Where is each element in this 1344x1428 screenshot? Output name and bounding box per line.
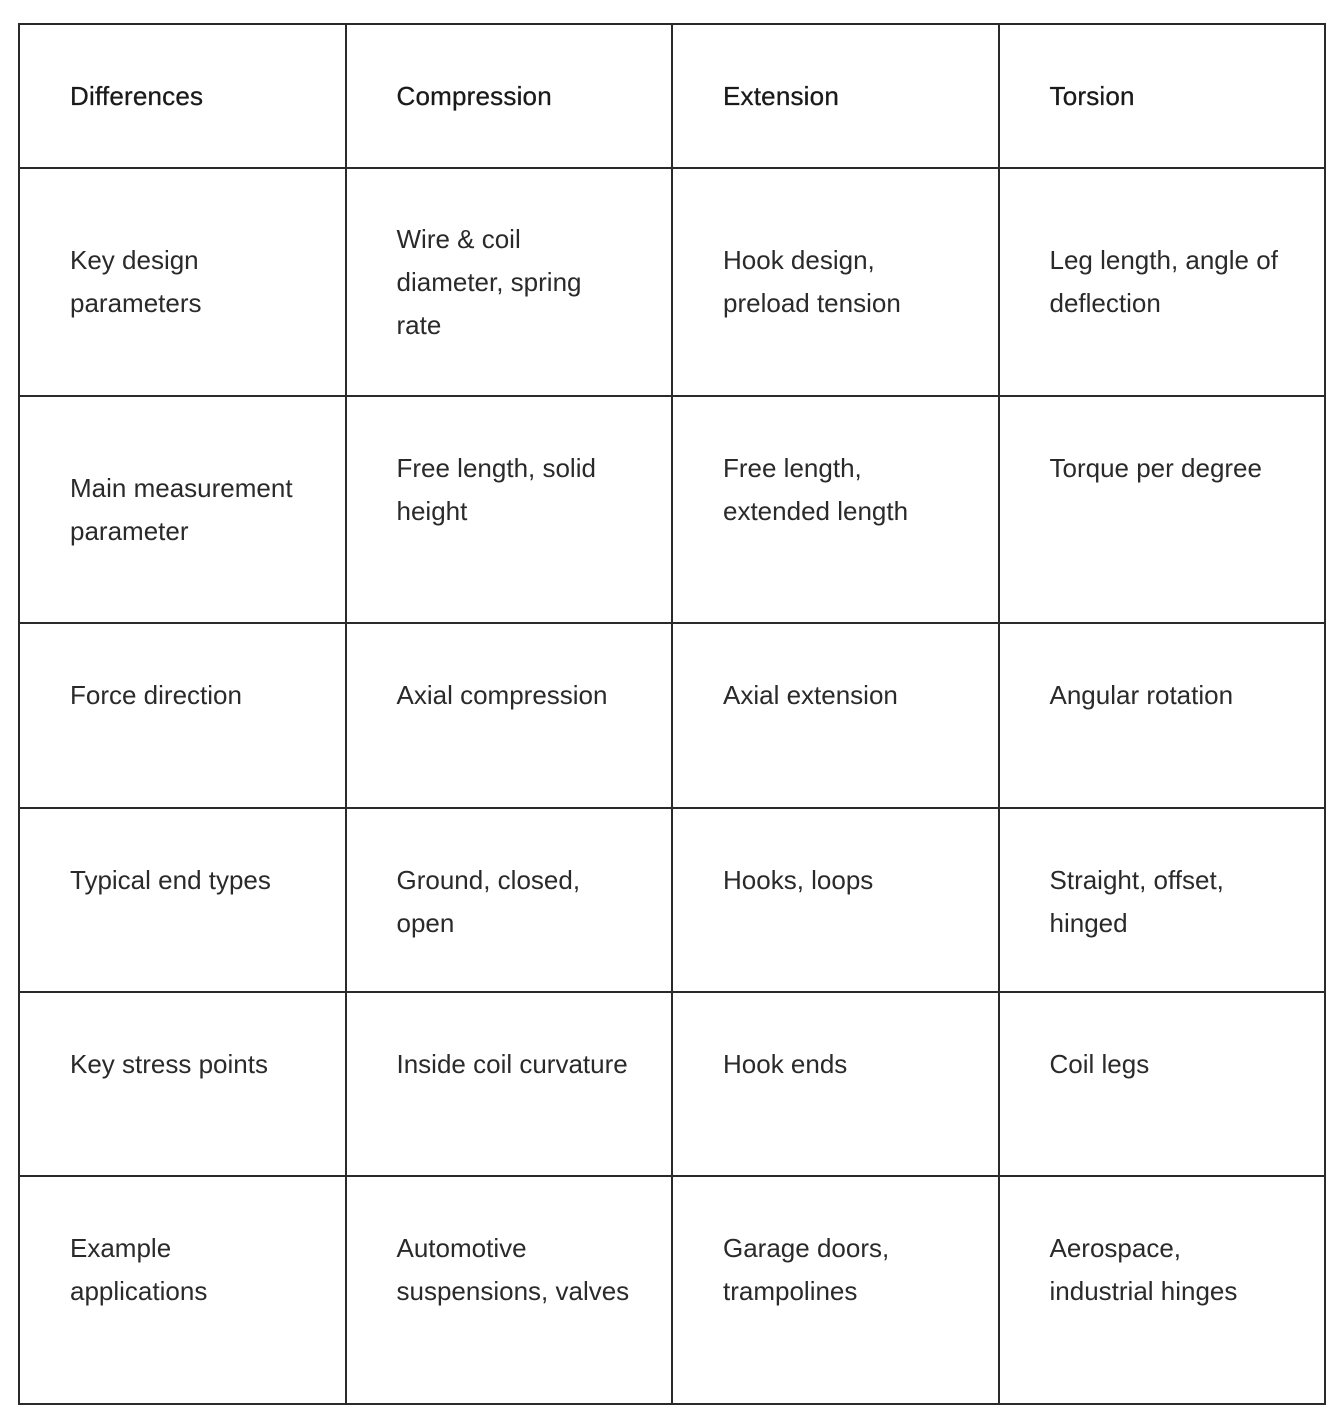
torsion-cell: Straight, offset, hinged bbox=[999, 808, 1326, 992]
extension-cell: Axial extension bbox=[672, 623, 999, 808]
extension-cell: Hook ends bbox=[672, 992, 999, 1176]
extension-cell: Free length, extended length bbox=[672, 396, 999, 623]
table-row bbox=[19, 623, 1325, 808]
torsion-cell: Aerospace, industrial hinges bbox=[999, 1176, 1326, 1404]
table-row bbox=[19, 1176, 1325, 1404]
torsion-cell: Torque per degree bbox=[999, 396, 1326, 623]
table-row bbox=[19, 808, 1325, 992]
compression-cell: Wire & coil diameter, spring rate bbox=[346, 168, 673, 396]
table-row bbox=[19, 992, 1325, 1176]
row-label-cell: Main measurement parameter bbox=[19, 396, 346, 623]
table-row bbox=[19, 168, 1325, 396]
row-label-cell: Typical end types bbox=[19, 808, 346, 992]
column-header-compression: Compression bbox=[346, 24, 673, 168]
row-label-cell: Key stress points bbox=[19, 992, 346, 1176]
compression-cell: Free length, solid height bbox=[346, 396, 673, 623]
compression-cell: Ground, closed, open bbox=[346, 808, 673, 992]
row-label-cell: Key design parameters bbox=[19, 168, 346, 396]
spring-comparison-table bbox=[18, 23, 1326, 1405]
torsion-cell: Coil legs bbox=[999, 992, 1326, 1176]
torsion-cell: Leg length, angle of deflection bbox=[999, 168, 1326, 396]
column-header-torsion: Torsion bbox=[999, 24, 1326, 168]
compression-cell: Axial compression bbox=[346, 623, 673, 808]
row-label-cell: Force direction bbox=[19, 623, 346, 808]
row-label-cell: Example applications bbox=[19, 1176, 346, 1404]
table-header-row bbox=[19, 24, 1325, 168]
extension-cell: Garage doors, trampolines bbox=[672, 1176, 999, 1404]
column-header-extension: Extension bbox=[672, 24, 999, 168]
torsion-cell: Angular rotation bbox=[999, 623, 1326, 808]
comparison-table-container bbox=[18, 23, 1324, 1405]
column-header-differences: Differences bbox=[19, 24, 346, 168]
table-row bbox=[19, 396, 1325, 623]
compression-cell: Inside coil curvature bbox=[346, 992, 673, 1176]
extension-cell: Hook design, preload tension bbox=[672, 168, 999, 396]
extension-cell: Hooks, loops bbox=[672, 808, 999, 992]
compression-cell: Automotive suspensions, valves bbox=[346, 1176, 673, 1404]
